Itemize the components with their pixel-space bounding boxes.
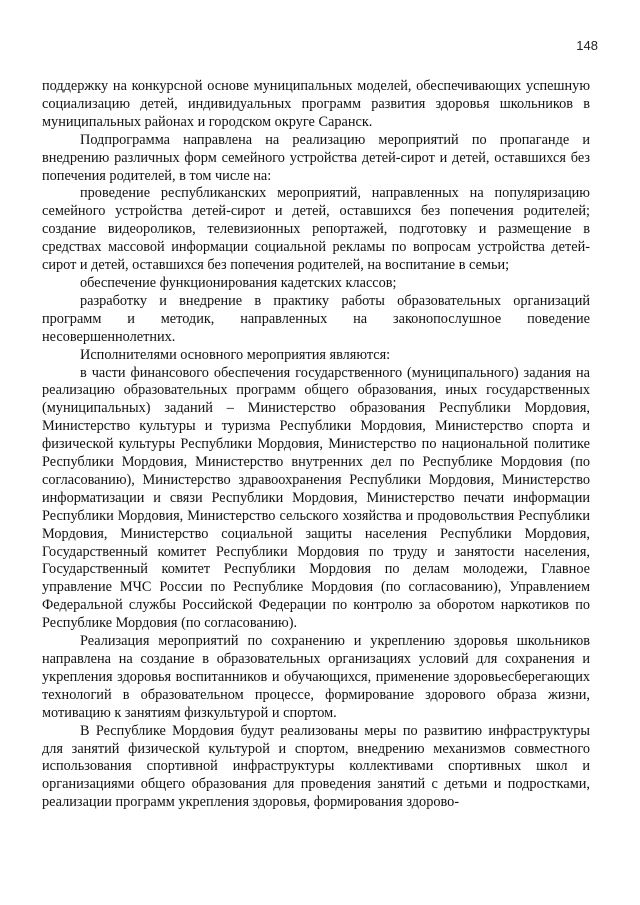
paragraph-continuation: поддержку на конкурсной основе муниципальных моделей, обеспечивающих успешную социализацию детей, индивидуальных программ развития здоровья школьников в муниципальных районах и городском округе Саранск. (42, 78, 590, 130)
body-text (42, 78, 590, 812)
paragraph-executors-heading: Исполнителями основного мероприятия являются: (80, 346, 391, 363)
paragraph-executors-list: в части финансового обеспечения государственного (муниципального) задания на реализацию образовательных программ общего образования, иных государственных (муниципальных) заданий – Министерство образования Республики Мордовия, Министерство культуры и туризма Республики Мордовия, Министерство спорта и физической культуры Республики Мордовия, Министерство по национальной политике Республики Мордовия, Министерство внутренних дел по Республике Мордовия (по согласованию), Министерство здравоохранения Республики Мордовия, Министерство информатизации и связи Республики Мордовия, Министерство печати информации Республики Мордовия, Министерство сельского хозяйства и продовольствия Республики Мордовия, Министерство социальной защиты населения Республики Мордовия, Государственный комитет Республики Мордовия по труду и занятости населения, Государственный комитет Республики Мордовия по делам молодежи, Главное управление МЧС России по Республике Мордовия (по согласованию), Управлением Федеральной службы Российской Федерации по контролю за оборотом наркотиков по Республике Мордовия (по согласованию). (42, 364, 590, 632)
paragraph-cadet-classes: обеспечение функционирования кадетских классов; (80, 274, 397, 291)
paragraph-events: проведение республиканских мероприятий, направленных на популяризацию семейного устройства детей-сирот и детей, оставшихся без попечения родителей; создание видеороликов, телевизионных репортажей, подготовку и размещение в средствах массовой информации социальной рекламы по вопросам устройства детей-сирот и детей, оставшихся без попечения родителей, на воспитание в семьи; (42, 185, 590, 274)
paragraph-programs: разработку и внедрение в практику работы образовательных организаций программ и методик, направленных на законопослушное поведение несовершеннолетних. (42, 292, 590, 345)
paragraph-subprogram: Подпрограмма направлена на реализацию мероприятий по пропаганде и внедрению различных форм семейного устройства детей-сирот и детей, оставшихся без попечения родителей, в том числе на: (42, 131, 590, 184)
page-number: 148 (576, 38, 598, 53)
paragraph-health: Реализация мероприятий по сохранению и укреплению здоровья школьников направлена на создание в образовательных организациях условий для сохранения и укрепления здоровья воспитанников и обучающихся, применение здоровьесберегающих технологий в образовательном процессе, формирование здорового образа жизни, мотивацию к занятиям физкультурой и спортом. (42, 633, 590, 721)
paragraph-infrastructure: В Республике Мордовия будут реализованы меры по развитию инфраструктуры для занятий физической культурой и спортом, внедрению механизмов совместного использования спортивной инфраструктуры коллективами спортивных школ и организациями общего образования для проведения занятий с детьми и подростками, реализации программ укрепления здоровья, формирования здорово- (42, 722, 590, 811)
